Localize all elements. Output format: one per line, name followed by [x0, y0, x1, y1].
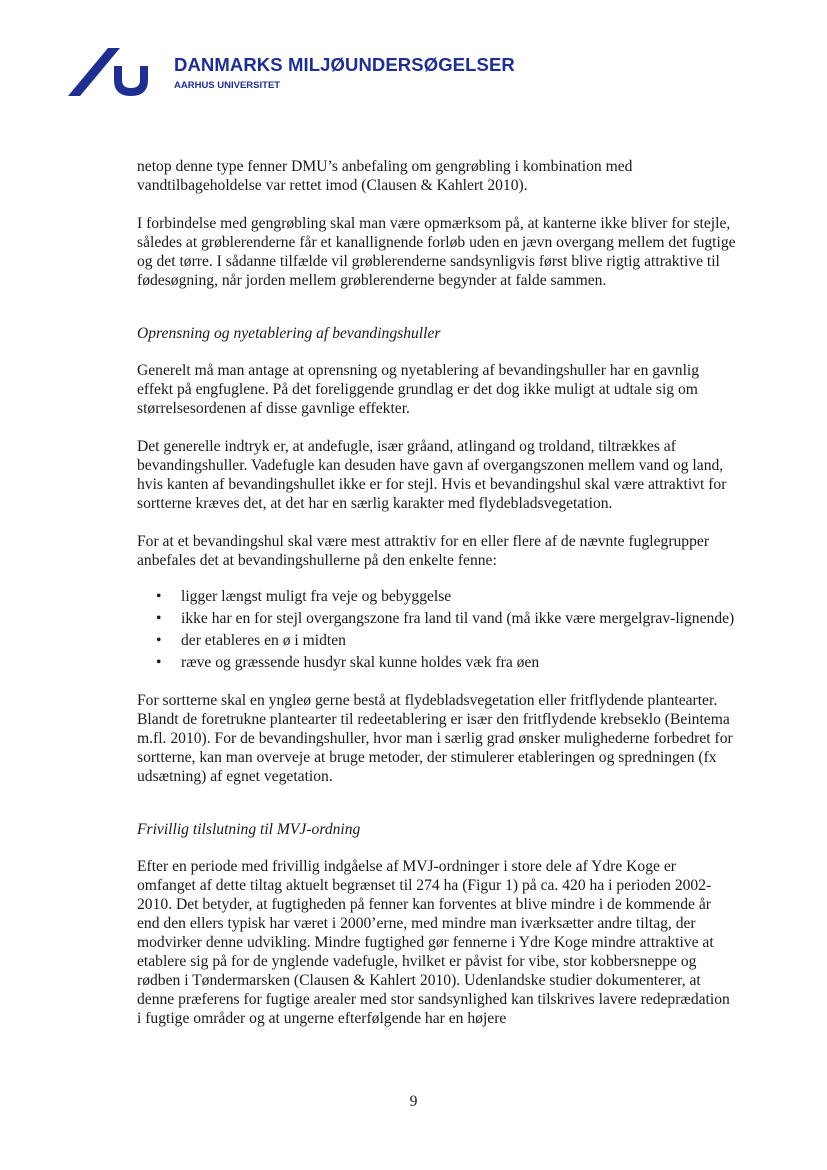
list-item: • ræve og græssende husdyr skal kunne holdes væk fra øen [181, 653, 737, 672]
bullet-list [137, 587, 737, 672]
page-header [68, 44, 588, 104]
paragraph: I forbindelse med gengrøbling skal man være opmærksom på, at kanterne ikke bliver for stejle, således at grøblerenderne får et kanallignende forløb uden en jævn overgang mellem det fugtige og det tørre. I sådanne tilfælde vil grøblerenderne sandsynligvis først blive rigtig attraktive til fødesøgning, når jorden mellem grøblerenderne begynder at falde sammen. [137, 215, 736, 289]
au-logo-icon [68, 44, 158, 100]
page-number: 9 [409, 1093, 418, 1110]
paragraph: netop denne type fenner DMU’s anbefaling om gengrøbling i kombination med vandtilbageholdelse var rettet imod (Clausen & Kahlert 2010). [137, 158, 633, 194]
paragraph: Efter en periode med frivillig indgåelse af MVJ-ordninger i store dele af Ydre Koge er omfanget af dette tiltag aktuelt begrænset til 274 ha (Figur 1) på ca. 420 ha i perioden 2002-2010. Det betyder, at fugtigheden på fenner kan forventes at blive mindre i de kommende år end den ellers typisk har været i 2000’erne, med mindre man iværksætter andre tiltag, der modvirker denne udvikling. Mindre fugtighed gør fennerne i Ydre Koge mindre attraktive at etablere sig på for de ynglende vadefugle, hvilket er påvist for vibe, stor kobbersneppe og rødben i Tøndermarsken (Clausen & Kahlert 2010). Udenlandske studier dokumenterer, at denne præferens for fugtige arealer med stor sandsynlighed kan tilskrives lavere redeprædation i fugtige områder og at ungerne efterfølgende har en højere [137, 858, 730, 1027]
paragraph: Generelt må man antage at oprensning og nyetablering af bevandingshuller har en gavnlig effekt på engfuglene. På det foreliggende grundlag er det dog ikke muligt at udtale sig om størrelsesordenen af disse gavnlige effekter. [137, 362, 700, 417]
section-heading: Frivillig tilslutning til MVJ-ordning [137, 821, 361, 838]
paragraph: For at et bevandingshul skal være mest attraktiv for en eller flere af de nævnte fuglegrupper anbefales det at bevandingshullerne på den enkelte fenne: [137, 533, 710, 569]
list-item: • der etableres en ø i midten [181, 631, 737, 650]
paragraph: Det generelle indtryk er, at andefugle, især gråand, atlingand og troldand, tiltrækkes af bevandingshuller. Vadefugle kan desuden have gavn af overgangszonen mellem vand og land, hvis kanten af bevandingshullet ikke er for stejl. Hvis et bevandingshul skal være attraktivt for sortterne kræves det, at det har en særlig karakter med flydebladsvegetation. [137, 438, 727, 512]
organization-name: DANMARKS MILJØUNDERSØGELSER [174, 54, 515, 75]
list-item: • ikke har en for stejl overgangszone fra land til vand (må ikke være mergelgrav-lignende) [181, 609, 737, 628]
document-body [137, 157, 737, 1047]
section-heading: Oprensning og nyetablering af bevandingshuller [137, 325, 441, 342]
organization-subtitle: AARHUS UNIVERSITET [174, 80, 281, 91]
paragraph: For sortterne skal en yngleø gerne bestå at flydebladsvegetation eller fritflydende plantearter. Blandt de foretrukne plantearter til redeetablering er især den fritflydende krebseklo (Beintema m.fl. 2010). For de bevandingshuller, hvor man i særlig grad ønsker mulighederne forbedret for sortterne, kan man overveje at bruge metoder, der stimulerer etableringen og spredningen (fx udsætning) af egnet vegetation. [137, 692, 733, 785]
list-item: • ligger længst muligt fra veje og bebyggelse [181, 587, 737, 606]
